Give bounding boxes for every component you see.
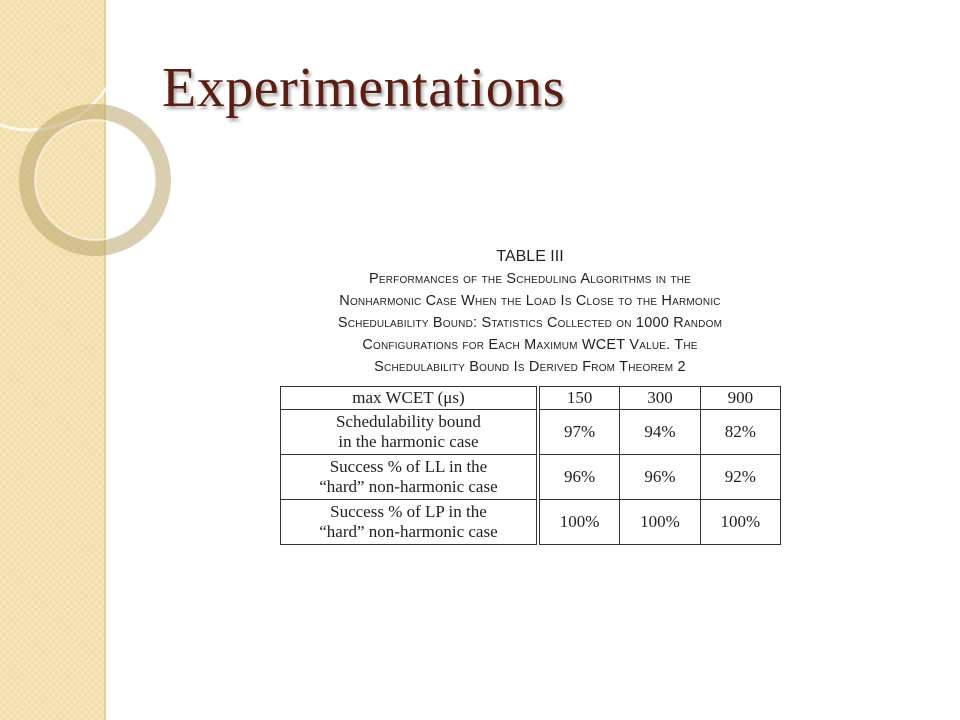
row-label-line: Success % of LL in the [329,457,488,476]
row-label-line: “hard” non-harmonic case [319,477,498,496]
caption-line: Performances of the Scheduling Algorithms in the [369,271,691,287]
row-label-line: Success % of LP in the [330,502,487,521]
value-cell: 96% [620,455,700,500]
value-cell: 100% [700,500,780,545]
value-cell: 94% [620,410,700,455]
table-row [281,500,781,545]
header-label-cell: max WCET (μs) [281,387,538,410]
table-number: TABLE III [496,248,564,265]
header-cell: 300 [620,387,700,410]
table-row [281,455,781,500]
header-cell: 900 [700,387,780,410]
header-cell: 150 [538,387,620,410]
value-cell: 82% [700,410,780,455]
row-label-line: in the harmonic case [338,432,479,451]
caption-line: Nonharmonic Case When the Load Is Close to the Harmonic [339,293,721,309]
table-row [281,410,781,455]
caption-line: Schedulability Bound: Statistics Collected on 1000 Random [337,315,723,331]
row-label-cell [281,455,538,500]
row-label-cell [281,410,538,455]
value-cell: 97% [538,410,620,455]
table-caption [250,246,810,378]
slide-title: Experimentations [162,57,566,119]
row-label-cell [281,500,538,545]
table-header-row [281,387,781,410]
results-table [280,386,781,545]
value-cell: 96% [538,455,620,500]
row-label-line: Schedulability bound [335,412,481,431]
decorative-rings [0,0,200,260]
value-cell: 100% [620,500,700,545]
caption-line: Schedulability Bound Is Derived From Theorem 2 [374,359,686,375]
row-label-line: “hard” non-harmonic case [319,522,498,541]
value-cell: 100% [538,500,620,545]
caption-line: Configurations for Each Maximum WCET Value. The [362,337,698,353]
value-cell: 92% [700,455,780,500]
